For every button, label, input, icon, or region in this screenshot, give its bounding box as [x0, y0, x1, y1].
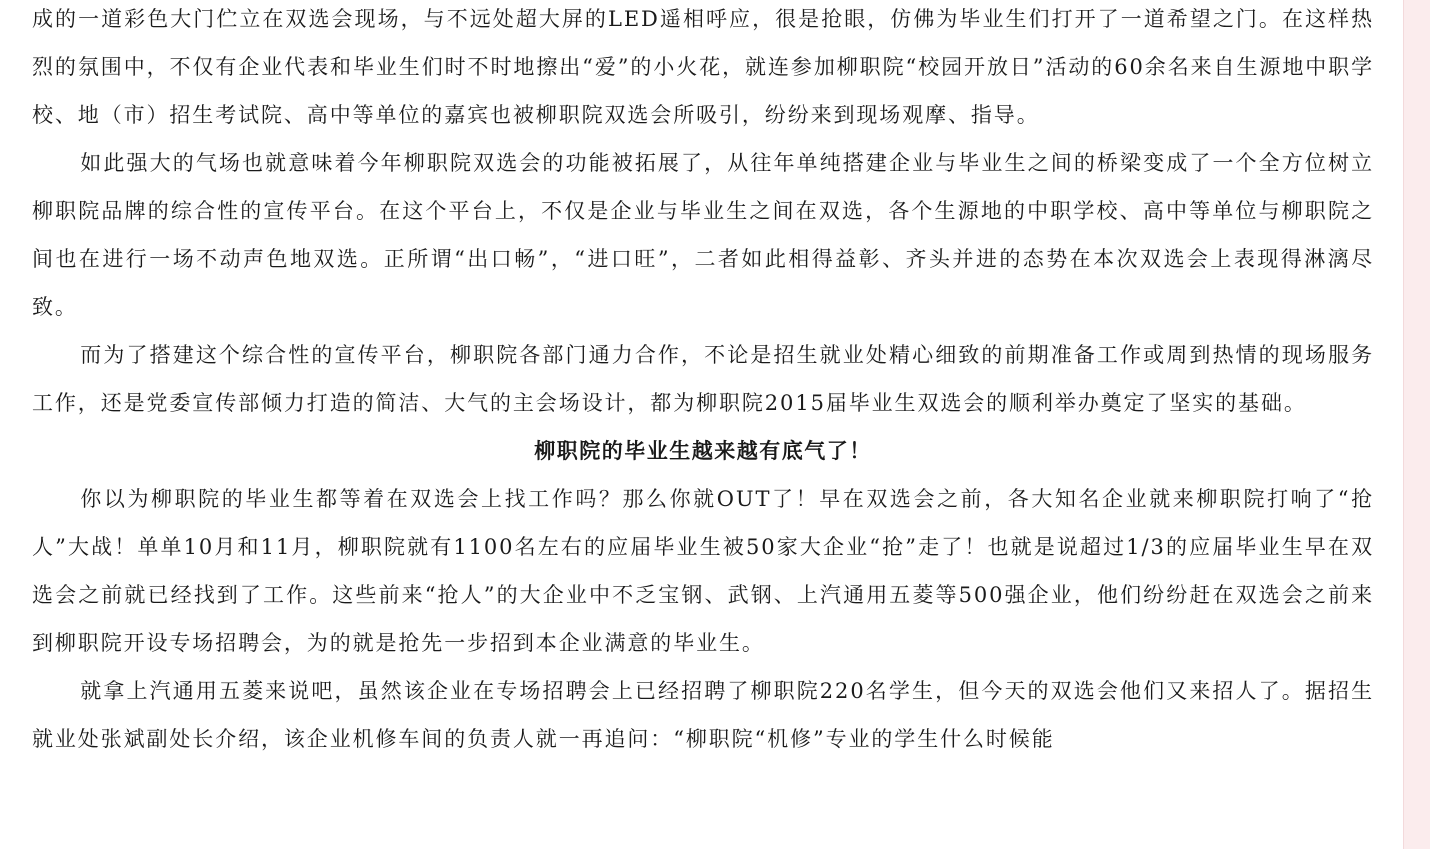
page-side-border: [1403, 0, 1430, 849]
section-heading: 柳职院的毕业生越来越有底气了！: [534, 438, 872, 463]
article-paragraph: 如此强大的气场也就意味着今年柳职院双选会的功能被拓展了，从往年单纯搭建企业与毕业生之间的桥梁变成了一个全方位树立柳职院品牌的综合性的宣传平台。在这个平台上，不仅是企业与毕业生之间在双选，各个生源地的中职学校、高中等单位与柳职院之间也在进行一场不动声色地双选。正所谓“出口畅”，“进口旺”，二者如此相得益彰、齐头并进的态势在本次双选会上表现得淋漓尽致。: [32, 151, 1374, 319]
article-paragraph: 成的一道彩色大门伫立在双选会现场，与不远处超大屏的LED遥相呼应，很是抢眼，仿佛为毕业生们打开了一道希望之门。在这样热烈的氛围中，不仅有企业代表和毕业生们时不时地擦出“爱”的小火花，就连参加柳职院“校园开放日”活动的60余名来自生源地中职学校、地（市）招生考试院、高中等单位的嘉宾也被柳职院双选会所吸引，纷纷来到现场观摩、指导。: [32, 7, 1374, 127]
article-paragraph: 而为了搭建这个综合性的宣传平台，柳职院各部门通力合作，不论是招生就业处精心细致的前期准备工作或周到热情的现场服务工作，还是党委宣传部倾力打造的简洁、大气的主会场设计，都为柳职院2015届毕业生双选会的顺利举办奠定了坚实的基础。: [32, 343, 1374, 415]
article-paragraph: 你以为柳职院的毕业生都等着在双选会上找工作吗？那么你就OUT了！早在双选会之前，各大知名企业就来柳职院打响了“抢人”大战！单单10月和11月，柳职院就有1100名左右的应届毕业生被50家大企业“抢”走了！也就是说超过1/3的应届毕业生早在双选会之前就已经找到了工作。这些前来“抢人”的大企业中不乏宝钢、武钢、上汽通用五菱等500强企业，他们纷纷赶在双选会之前来到柳职院开设专场招聘会，为的就是抢先一步招到本企业满意的毕业生。: [32, 487, 1374, 655]
article-paragraph: 就拿上汽通用五菱来说吧，虽然该企业在专场招聘会上已经招聘了柳职院220名学生，但今天的双选会他们又来招人了。据招生就业处张斌副处长介绍，该企业机修车间的负责人就一再追问：“柳职院“机修”专业的学生什么时候能: [32, 679, 1374, 751]
article-body: [32, 0, 1374, 849]
